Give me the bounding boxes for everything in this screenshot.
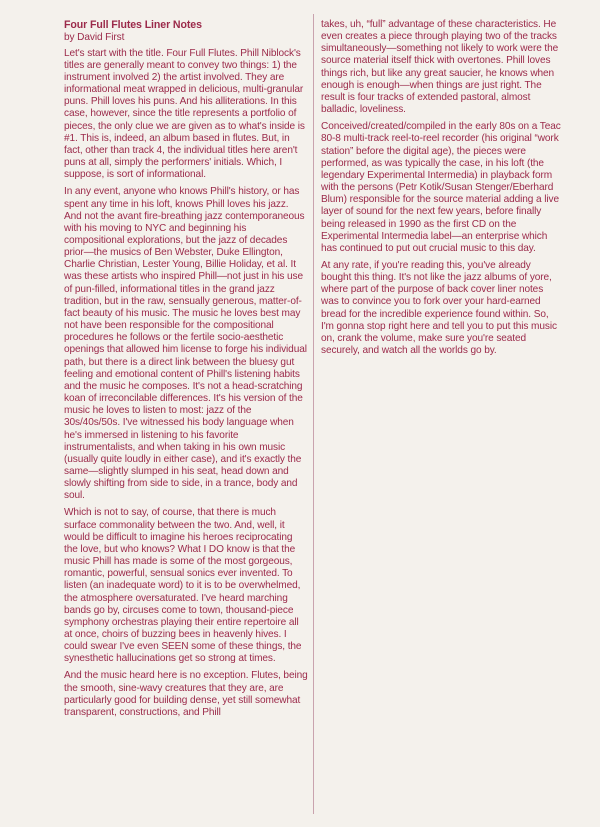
right-column [321, 19, 561, 362]
paragraph: Let's start with the title. Four Full Flutes. Phill Niblock's titles are generally meant to convey two things: 1) the instrument involved 2) the artist involved. They are informational meat wrapped in delicious, multi-granular puns. Phill loves his puns. And his alliterations. In this case, however, since the title represents a portfolio of pieces, the only clue we are given as to what's inside is #1. This is, indeed, an album based in flutes. But, in fact, other than track 4, the individual titles here aren't puns at all, simply the performers' initials. Which, I suppose, is sort of informational. [64, 47, 305, 181]
paragraph: In any event, anyone who knows Phill's history, or has spent any time in his loft, knows Phill loves his jazz. And not the avant fire-breathing jazz contemporaneous with his moving to NYC and beginning his compositional explorations, but the jazz of decades prior—the musics of Ben Webster, Duke Ellington, Charlie Christian, Lester Young, Billie Holiday, et al. It was these artists who inspired Phill—not just in his use of pun-filled, informational titles in the grand jazz tradition, but in the raw, sensually generous, matter-of-fact beauty of his music. The music he loves best may not have been responsible for the compositional procedures he follows or the fertile socio-aesthetic openings that allowed him license to forge his individual path, but there is a direct link between the bluesy gut feeling and emotional content of Phill's listening habits and the music he composes. It's not a head-scratching koan of irreconcilable differences. It's his version of the music he loves to listen to most: jazz of the 30s/40s/50s. I've witnessed his body language when he's immersed in listening to his favorite instrumentalists, and when taking in his own music (usually quite loudly in either case), and it's exactly the same—slightly slumped in his seat, head down and slowly shifting from side to side, in a trance, body and soul. [64, 186, 307, 502]
paragraph: takes, uh, “full” advantage of these characteristics. He even creates a piece through playing two of the tracks simultaneously—something not likely to work were the source material itself thick with overtones. Phill loves things rich, but like any great saucier, he knows when enough is enough—when things are just right. The result is four tracks of extended pastoral, almost balladic, loveliness. [321, 19, 559, 116]
paragraph: At any rate, if you're reading this, you've already bought this thing. It's not like the jazz albums of yore, where part of the purpose of back cover liner notes was to convince you to fork over your hard-earned bread for the incredible experience found within. So, I'm gonna stop right here and tell you to put this music on, crank the volume, make sure you're seated securely, and watch all the worlds go by. [321, 259, 557, 357]
left-column [64, 3, 308, 724]
column-divider [313, 14, 314, 814]
byline: by David First [64, 31, 125, 43]
paragraph: Which is not to say, of course, that there is much surface commonality between the two. And, well, it would be difficult to imagine his heroes reciprocating the love, but who knows? What I DO know is that the music Phill has made is some of the most gorgeous, romantic, powerful, sensual sonics ever invented. To listen (an inadequate word) to it is to be overwhelmed, the atmosphere oversaturated. I've heard marching bands go by, circuses come to town, thousand-piece symphony orchestras playing their entire repertoire all at once, choirs of buzzing bees in heavenly hives. I could swear I've even SEEN some of these things, the synesthetic hallucinations get so strong at times. [64, 507, 302, 665]
document-title: Four Full Flutes Liner Notes [64, 19, 202, 31]
paragraph: And the music heard here is no exception. Flutes, being the smooth, sine-wavy creatures that they are, are particularly good for building dense, yet still somewhat transparent, constructions, and Phill [64, 670, 308, 718]
paragraph: Conceived/created/compiled in the early 80s on a Teac 80-8 multi-track reel-to-reel recorder (his original “work station” before the digital age), the pieces were performed, as was typically the case, in his loft (the legendary Experimental Intermedia) in playback form with the persons (Petr Kotik/Susan Stenger/Eberhard Blum) responsible for the source material adding a live layer of sound for the next few years, before finally being released in 1990 as the first CD on the Experimental Intermedia label—an enterprise which has continued to put out crucial music to this day. [321, 121, 561, 254]
